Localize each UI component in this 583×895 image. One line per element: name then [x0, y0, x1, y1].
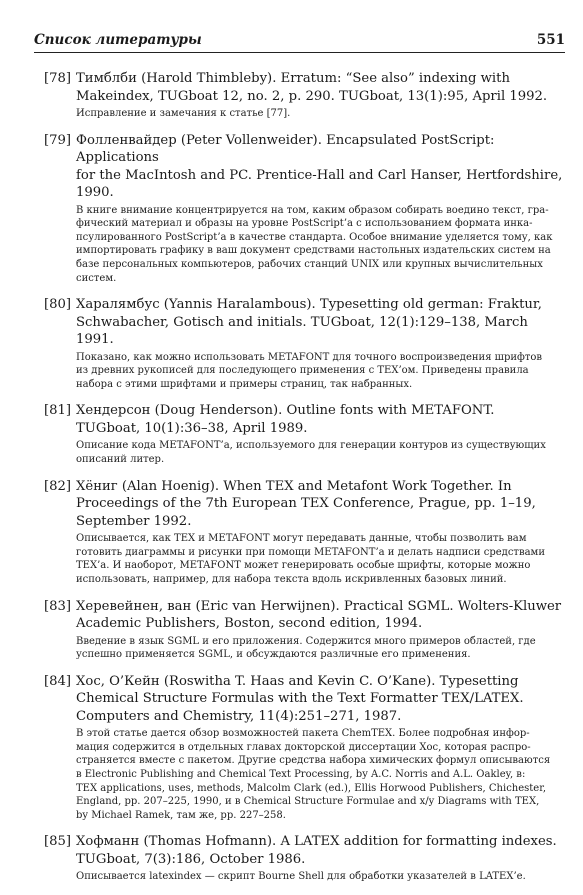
running-title: Список литературы	[34, 32, 202, 48]
entry-citation: Хофманн (Thomas Hofmann). A LATEX addition for formatting indexes. TUGboat, 7(3):186, October 1986.	[76, 834, 557, 867]
entry-citation: Херевейнен, ван (Eric van Herwijnen). Practical SGML. Wolters-Kluwer Academic Publishers, Boston, second edition, 1994.	[76, 598, 562, 631]
entry-number: [84]	[44, 673, 72, 689]
entry-citation: Хос, О’Кейн (Roswitha T. Haas and Kevin C. O’Kane). Typesetting Chemical Structure Formulas with the Text Formatter TEX/LATEX. Computers and Chemistry, 11(4):251–271, 1987.	[76, 673, 524, 724]
entry-annotation: Описывается latexindex — скрипт Bourne Shell для обработки указателей в LATEX’е.	[76, 871, 526, 883]
bib-entry-82	[34, 478, 565, 587]
entry-number: [83]	[44, 598, 72, 614]
entry-annotation: В книге внимание концентрируется на том, каким образом собирать воедино текст, гра- фический материал и образы на уровне PostScript’а с использованием формата инка- псулированного PostScript’а в качестве стандарта. Особое внимание уделяется тому, как импортировать графику в ваш документ средствами настольных издательских систем на базе персональных компьютеров, рабочих станций UNIX или крупных вычислительных систем.	[76, 204, 553, 284]
entry-number: [82]	[44, 478, 72, 494]
bib-entry-79	[34, 132, 565, 286]
bibliography-list	[34, 70, 565, 895]
entry-number: [80]	[44, 297, 72, 313]
entry-number: [85]	[44, 834, 72, 850]
page-number: 551	[536, 32, 565, 48]
entry-citation: Хёниг (Alan Hoenig). When TEX and Metafont Work Together. In Proceedings of the 7th European TEX Conference, Prague, pp. 1–19, September 1992.	[76, 478, 536, 529]
entry-citation: Харалямбус (Yannis Haralambous). Typesetting old german: Fraktur, Schwabacher, Gotisch and initials. TUGboat, 12(1):129–138, March 1991.	[76, 297, 542, 348]
bib-entry-80	[34, 296, 565, 391]
entry-annotation: Исправление и замечания к статье [77].	[76, 108, 291, 119]
entry-annotation: Описание кода METAFONT’а, используемого для генерации контуров из существующих описаний литер.	[76, 440, 546, 466]
entry-citation: Фолленвайдер (Peter Vollenweider). Encapsulated PostScript: Applications for the MacIntosh and PC. Prentice-Hall and Carl Hanser, Hertfordshire, 1990.	[76, 132, 563, 201]
entry-annotation: Введение в язык SGML и его приложения. Содержится много примеров областей, где успешно применяется SGML, и обсуждаются различные его применения.	[76, 635, 536, 661]
entry-annotation: Показано, как можно использовать METAFONT для точного воспроизведения шрифтов из древних рукописей для последующего применения с TEX’ом. Приведены правила набора с этими шрифтами и примеры страниц, так набранных.	[76, 351, 543, 390]
bib-entry-83	[34, 598, 565, 662]
entry-annotation: В этой статье дается обзор возможностей пакета ChemTEX. Более подробная инфор- мация содержится в отдельных главах докторской диссертации Хос, которая распро- страняется вместе с пакетом. Другие средства набора химических формул описываются в Electronic Publishing and Chemical Text Processing, by A.C. Norris and A.L. Oakley, в: TEX applications, uses, methods, Malcolm Clark (ed.), Ellis Horwood Publishers, Chichester, England, pp. 207–225, 1990, и в Chemical Structure Formulae and x/y Diagrams with TEX, by Michael Ramek, там же, pp. 227–258.	[76, 728, 551, 821]
entry-citation: Тимблби (Harold Thimbleby). Erratum: “See also” indexing with Makeindex, TUGboat 12, no. 2, p. 290. TUGboat, 13(1):95, April 1992.	[76, 71, 548, 104]
entry-annotation: Описывается, как TEX и METAFONT могут передавать данные, чтобы позволить вам готовить диаграммы и рисунки при помощи METAFONT’а и делать надписи средствами TEX’а. И наоборот, METAFONT может генерировать особые шрифты, которые можно использовать, например, для набора текста вдоль искривленных базовых линий.	[76, 533, 545, 585]
entry-number: [81]	[44, 403, 72, 419]
bib-entry-78	[34, 70, 565, 121]
running-header	[34, 30, 565, 53]
entry-number: [78]	[44, 71, 72, 86]
bib-entry-84	[34, 673, 565, 823]
entry-citation: Хендерсон (Doug Henderson). Outline fonts with METAFONT. TUGboat, 10(1):36–38, April 1989.	[76, 403, 495, 436]
bib-entry-81	[34, 402, 565, 466]
bib-entry-85	[34, 833, 565, 884]
entry-number: [79]	[44, 132, 72, 148]
